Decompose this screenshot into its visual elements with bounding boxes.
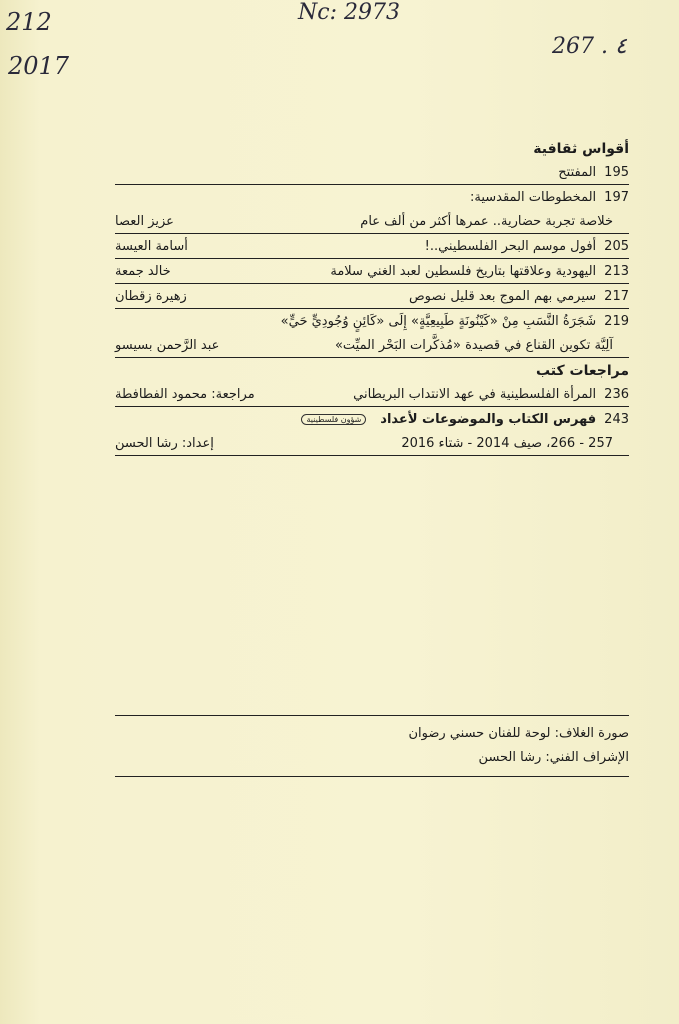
table-of-contents (115, 138, 629, 456)
entry-title: المرأة الفلسطينية في عهد الانتداب البريطاني (353, 386, 597, 402)
entry-title: خلاصة تجربة حضارية.. عمرها أكثر من ألف عام (360, 213, 613, 229)
journal-logo: شؤون فلسطينية (301, 414, 366, 425)
entry-title: اليهودية وعلاقتها بتاريخ فلسطين لعبد الغني سلامة (330, 263, 597, 279)
art-direction-credit: الإشراف الفني: رشا الحسن (478, 750, 629, 765)
toc-entry-index-sub (115, 431, 629, 456)
handwritten-year: 2017 (8, 52, 70, 80)
entry-author: عزيز العصا (115, 213, 174, 229)
entry-preparer: إعداد: رشا الحسن (115, 435, 214, 451)
cover-credit: صورة الغلاف: لوحة للفنان حسني رضوان (408, 726, 629, 741)
page-number: 236 (604, 386, 629, 402)
entry-title: شَجَرَةُ النَّسَبِ مِنْ «كَيْنُونَةٍ طَبِيعِيَّةٍ» إِلَى «كَائِنٍ وُجُودِيٍّ حَيٍّ» (280, 313, 597, 329)
entry-author: خالد جمعة (115, 263, 171, 279)
entry-author: أسامة العيسة (115, 238, 188, 254)
entry-author: عبد الرَّحمن بسيسو (115, 337, 220, 353)
section-title-cultural: أقواس ثقافية (533, 141, 629, 157)
handwritten-catalog-number: Nc: 2973 (298, 0, 400, 25)
credits-box (115, 715, 629, 777)
page-number: 197 (604, 189, 629, 205)
toc-entry-family-tree (115, 309, 629, 333)
toc-entry-judaism (115, 259, 629, 284)
page-number: 205 (604, 238, 629, 254)
toc-entry-opening (115, 160, 629, 185)
entry-author: زهيرة زقطان (115, 288, 187, 304)
toc-entry-manuscripts (115, 185, 629, 209)
page-number: 195 (604, 164, 629, 180)
entry-reviewer: مراجعة: محمود الفطافطة (115, 386, 255, 402)
entry-title: أفول موسم البحر الفلسطيني..! (424, 238, 597, 254)
toc-entry-sea-season (115, 234, 629, 259)
section-title-book-reviews: مراجعات كتب (535, 363, 629, 379)
page-number: 213 (604, 263, 629, 279)
entry-title: سيرمي بهم الموج بعد قليل نصوص (408, 288, 597, 304)
entry-title: فهرس الكتاب والموضوعات لأعداد (380, 411, 597, 427)
toc-entry-waves (115, 284, 629, 309)
toc-entry-palestinian-woman (115, 382, 629, 407)
entry-title: المفتتح (558, 164, 597, 180)
page-number: 219 (604, 313, 629, 329)
page-number: 217 (604, 288, 629, 304)
toc-entry-index (115, 407, 629, 431)
entry-title: آلِيَّة تكوين القناع في قصيدة «مُذكَّرات البَحْر الميِّت» (334, 337, 613, 353)
handwritten-page-ref: 267 . ٤ (552, 34, 627, 59)
toc-entry-family-tree-sub (115, 333, 629, 358)
entry-title: المخطوطات المقدسية: (469, 189, 597, 205)
handwritten-note-top-left: 212 (6, 8, 52, 36)
page-number: 243 (604, 411, 629, 427)
entry-title: 257 - 266، صيف 2014 - شتاء 2016 (401, 435, 613, 451)
toc-entry-manuscripts-sub (115, 209, 629, 234)
